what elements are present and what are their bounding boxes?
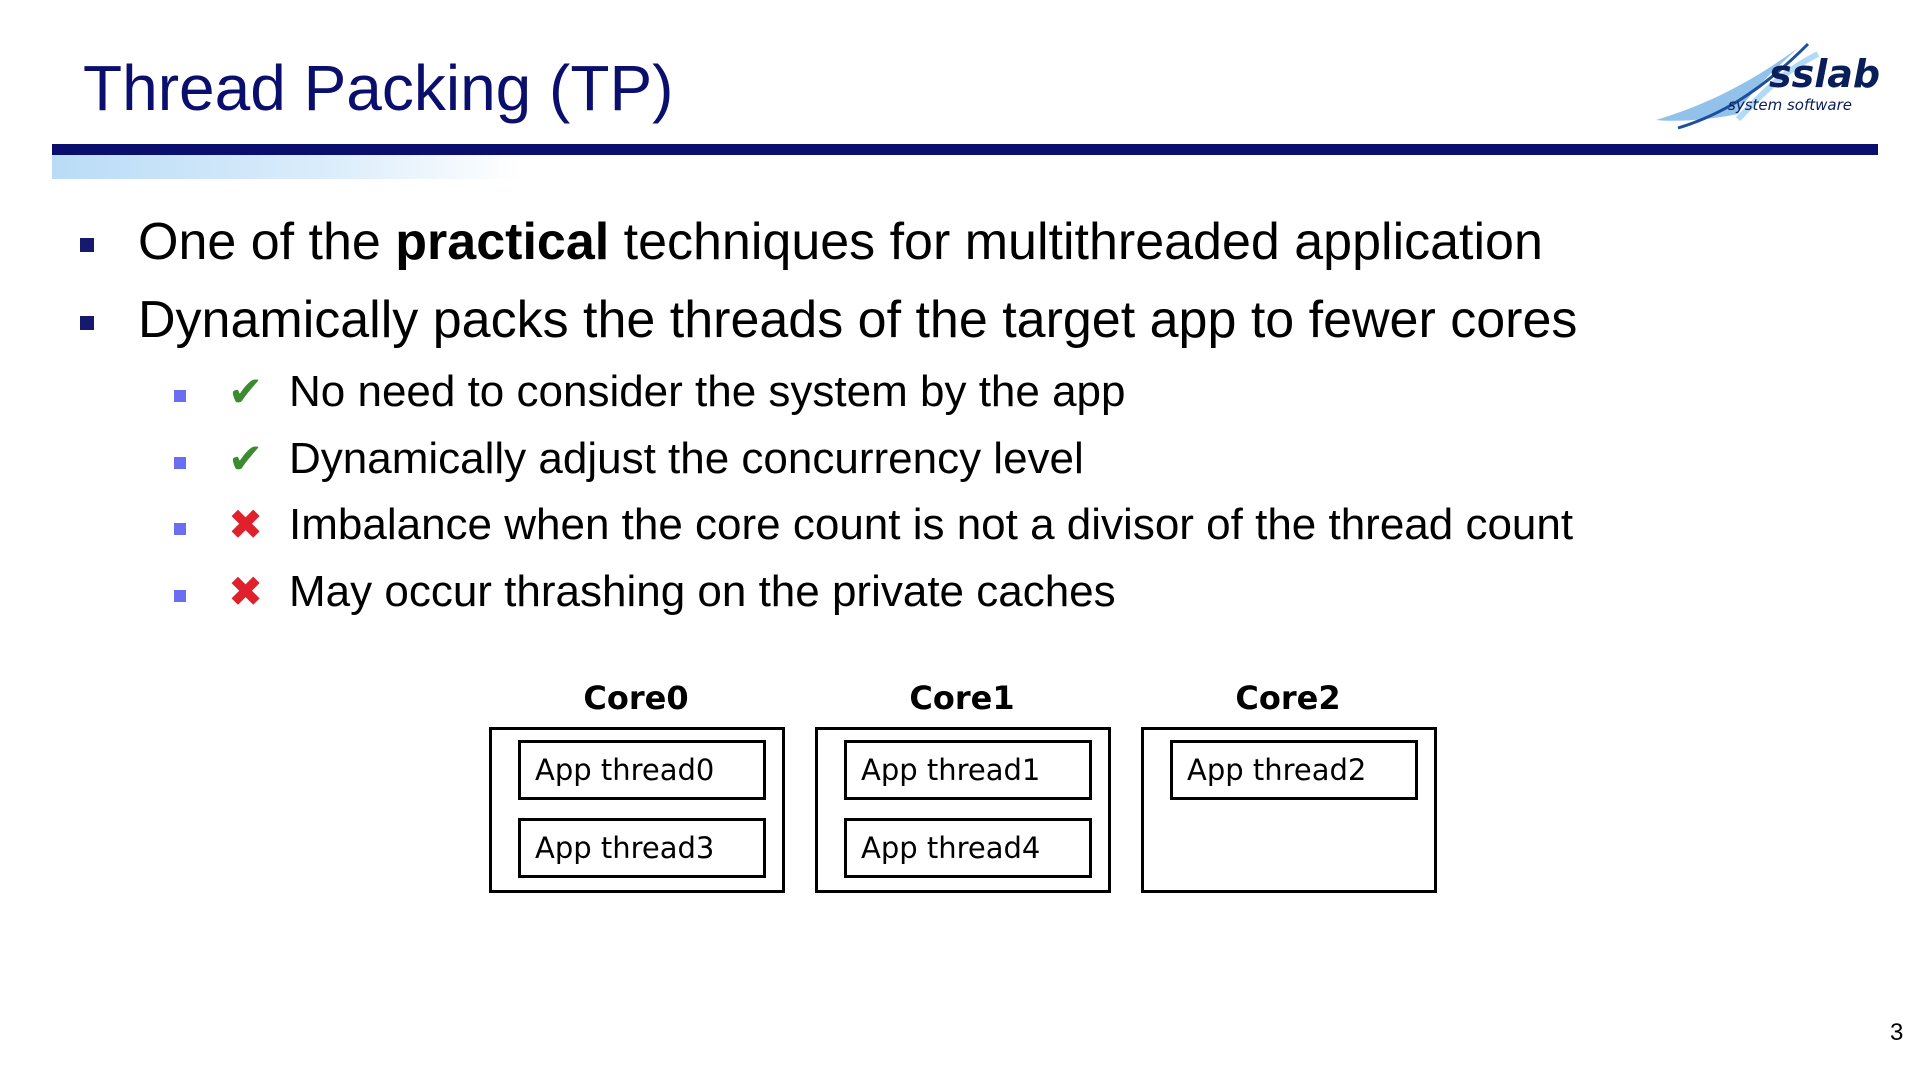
sub-bullet-text: May occur thrashing on the private caches xyxy=(289,567,1116,616)
sub-bullet-text: Dynamically adjust the concurrency level xyxy=(289,434,1084,483)
cross-icon: ✖ xyxy=(228,567,264,616)
logo-subtext: system software xyxy=(1728,96,1853,114)
sub-bullet-text: Imbalance when the core count is not a divisor of the thread count xyxy=(289,500,1574,549)
square-bullet-icon xyxy=(174,523,186,535)
thread-box: App thread0 xyxy=(518,740,766,800)
check-icon: ✔ xyxy=(228,367,264,416)
sslab-logo xyxy=(1648,24,1888,142)
title-rule xyxy=(52,144,1878,155)
emphasis-text: practical xyxy=(395,213,610,271)
square-bullet-icon xyxy=(174,457,186,469)
slide-title: Thread Packing (TP) xyxy=(83,52,674,124)
thread-box: App thread1 xyxy=(844,740,1092,800)
page-number: 3 xyxy=(1890,1019,1904,1046)
title-rule-gradient xyxy=(52,155,522,179)
bullet-text: Dynamically packs the threads of the target app to fewer cores xyxy=(138,291,1578,349)
logo-text: sslab xyxy=(1769,52,1881,96)
square-bullet-icon xyxy=(80,238,94,252)
thread-box: App thread4 xyxy=(844,818,1092,878)
thread-box: App thread3 xyxy=(518,818,766,878)
bullet-text: One of the practical techniques for multithreaded application xyxy=(138,213,1543,271)
square-bullet-icon xyxy=(80,316,94,330)
core-label: Core2 xyxy=(1235,679,1341,717)
core-label: Core0 xyxy=(583,679,689,717)
thread-box: App thread2 xyxy=(1170,740,1418,800)
square-bullet-icon xyxy=(174,590,186,602)
sub-bullet-text: No need to consider the system by the app xyxy=(289,367,1126,416)
cross-icon: ✖ xyxy=(228,500,264,549)
check-icon: ✔ xyxy=(228,434,264,483)
square-bullet-icon xyxy=(174,390,186,402)
core-label: Core1 xyxy=(909,679,1015,717)
